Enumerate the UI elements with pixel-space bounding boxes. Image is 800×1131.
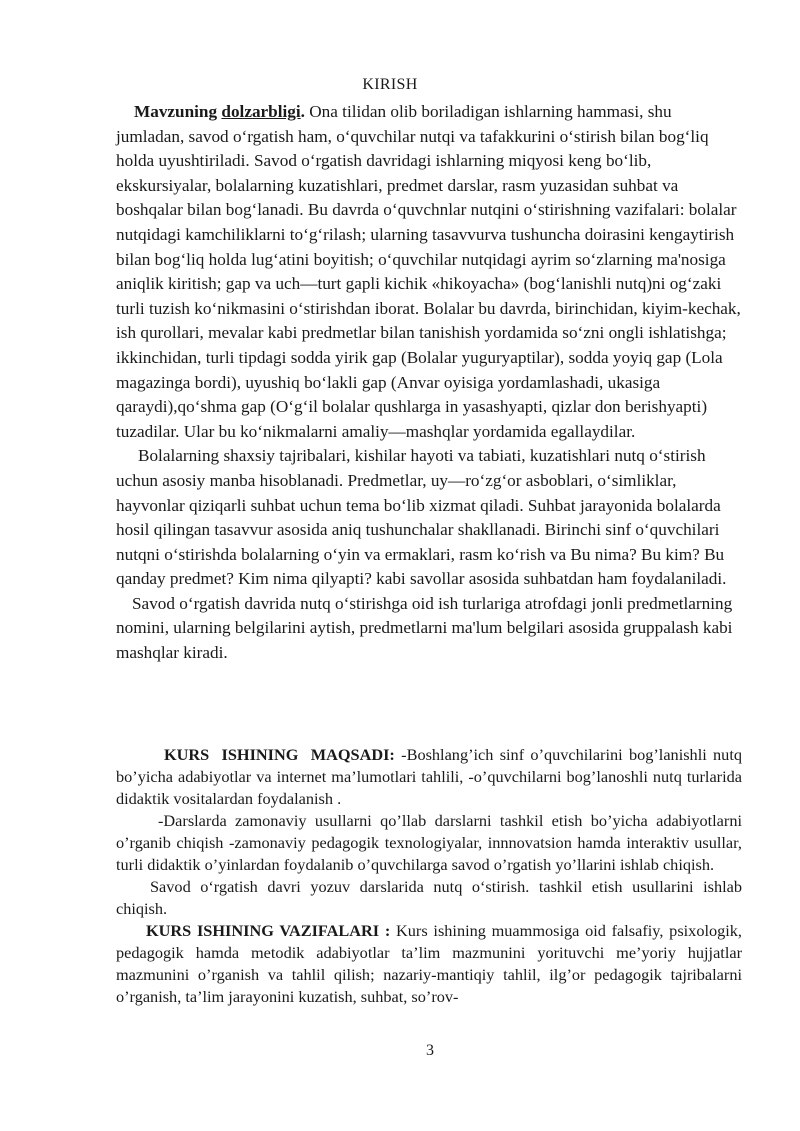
relevance-keyword: dolzarbligi [221, 102, 301, 121]
methods-paragraph: -Darslarda zamonaviy usullarni qo’llab darslarni tashkil etish bo’yicha adabiyotlarni o’rganib chiqish -zamonaviy pedagogik texnologiyalar, innnovatsion hamda interaktiv usullar, turli didaktik o’yinlardan foydalanib o’quvchilarga savod o’rgatish yo’llarini ishlab chiqish. [116, 811, 742, 874]
relevance-paragraph [116, 100, 744, 444]
relevance-text: Ona tilidan olib boriladigan ishlarning hammasi, shu jumladan, savod oʻrgatish ham, oʻquvchilar nutqi va tafakkurini oʻstirish bilan bogʻliq holda uyushtiriladi. Savod oʻrgatish davridagi ishlarning miqyosi keng boʻlib, ekskursiyalar, bolalarning kuzatishlari, predmet darslar, rasm yuzasidan suhbat va boshqalar bilan bogʻlanadi. Bu davrda oʻquvchnlar nutqini oʻstirishning vazifalari: bolalar nutqidagi kamchiliklarni toʻgʻrilash; ularning tasavvurva tushuncha doirasini kengaytirish bilan bogʻliq holda lugʻatini boyitish; oʻquvchilar nutqidagi ayrim soʻzlarning ma'nosiga aniqlik kiritish; gap va uch—turt gapli kichik «hikoyacha» (bogʻlanishli nutq)ni ogʻzaki turli tuzish koʻnikmasini oʻstirishdan iborat. Bolalar bu davrda, birinchidan, kiyim-kechak, ish qurollari, mevalar kabi predmetlar bilan tanishish yordamida soʻzni ongli ishlatishga; ikkinchidan, turli tipdagi sodda yirik gap (Bolalar yuguryaptilar), sodda yoyiq gap (Lola magazinga bordi), uyushiq boʻlakli gap (Anvar oyisiga yordamlashadi, ukasiga qaraydi),qoʻshma gap (Oʻgʻil bolalar qushlarga in yasashyapti, qizlar don berishyapti) tuzadilar. Ular bu koʻnikmalarni amaliy—mashqlar yordamida egallaydilar. [116, 102, 741, 441]
intro-section [116, 100, 744, 666]
tasks-text: Kurs ishining muammosiga oid falsafiy, psixologik, pedagogik hamda metodik adabiyotlar ta’lim mazmunini yorituvchi me’yoriy hujjatlar mazmunini o’rganish va tahlil qilish; nazariy-mantiqiy tahlil, ilg’or pedagogik tajribalarni o’rganish, ta’lim jarayonini kuzatish, suhbat, so’rov- [116, 921, 743, 1006]
experience-paragraph: Bolalarning shaxsiy tajribalari, kishilar hayoti va tabiati, kuzatishlari nutq oʻstirish uchun asosiy manba hisoblanadi. Predmetlar, uy—roʻzgʻor asboblari, oʻsimliklar, hayvonlar qiziqarli suhbat uchun tema boʻlib xizmat qiladi. Suhbat jarayonida bolalarda hosil qilingan tasavvur asosida aniq tushunchalar shakllanadi. Birinchi sinf oʻquvchilari nutqni oʻstirishda bolalarning oʻyin va ermaklari, rasm koʻrish va Bu nima? Bu kim? Bu qanday predmet? Kim nima qilyapti? kabi savollar asosida suhbatdan ham foydalaniladi. [116, 446, 727, 589]
tasks-heading: KURS ISHINING VAZIFALARI : [146, 921, 391, 940]
relevance-lead: Mavzuning [134, 102, 222, 121]
page-title: KIRISH [362, 76, 418, 93]
writing-lessons-paragraph: Savod oʻrgatish davri yozuv darslarida nutq oʻstirish. tashkil etish usullarini ishlab chiqish. [116, 877, 742, 918]
exercises-paragraph: Savod oʻrgatish davrida nutq oʻstirishga oid ish turlariga atrofdagi jonli predmetlarning nomini, ularning belgilarini aytish, predmetlarni ma'lum belgilari asosida gruppalash kabi mashqlar kiradi. [116, 593, 733, 663]
page-number: 3 [426, 1042, 434, 1059]
goal-heading: KURS ISHINING MAQSADI: [164, 745, 395, 764]
relevance-dot: . [300, 102, 305, 121]
goal-text: -Boshlang’ich sinf o’quvchilarini bog’lanishli nutq bo’yicha adabiyotlar va internet ma’lumotlari tahlili, -o’quvchilarni bog’lanoshli nutq turlarida didaktik vositalardan foydalanish . [116, 745, 742, 808]
course-goals-section [116, 744, 742, 1008]
goal-paragraph [116, 744, 742, 810]
tasks-paragraph [116, 920, 742, 1008]
